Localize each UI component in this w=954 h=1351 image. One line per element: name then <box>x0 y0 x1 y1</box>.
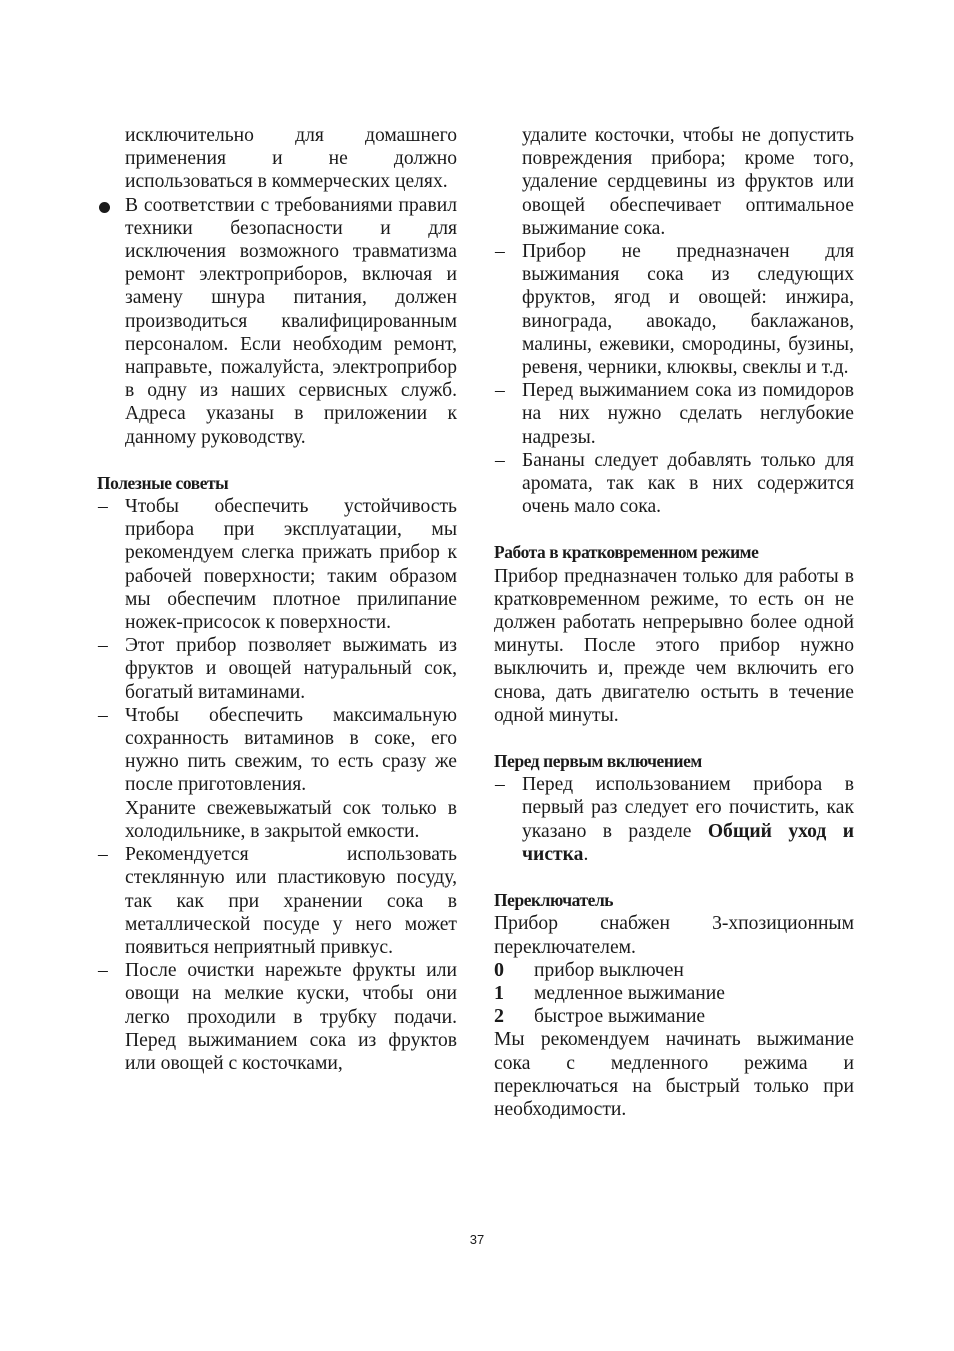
tip-item: – После очистки нарежьте фрукты или овощи на мелкие куски, чтобы они легко проходили в трубку подачи. Перед выжиманием сока из фруктов или овощей с косточками, <box>98 960 457 1074</box>
short-mode-text: Прибор предназначен только для работы в кратковременном режиме, то есть он не должен работать непрерывно более одной минуты. После этого прибор нужно выключить и, прежде чем включить его снова, дать двигателю остыть в течение одной минуты. <box>494 565 854 726</box>
bullet-text: В соответствии с требованиями правил техники безопасности и для исключения возможного травматизма ремонт электроприборов, включая и замену шнура питания, должен производиться квалифицированным персоналом. Если необходим ремонт, направьте, пожалуйста, электроприбор в одну из наших сервисных служб. Адреса указаны в приложении к данному руководству. <box>125 194 457 448</box>
section-title-switch: Переключатель <box>494 890 614 911</box>
bullet-item-safety <box>97 194 457 449</box>
first-use-item: – Перед использованием прибора в первый раз следует его почистить, как указано в разделе Общий уход и чистка. <box>495 774 854 865</box>
tip-item: – Рекомендуется использовать стеклянную или пластиковую посуду, так как при хранении сока в металлической посуде у него может появиться неприятный привкус. <box>98 844 457 958</box>
tip-item: – Чтобы обеспечить устойчивость прибора при эксплуатации, мы рекомендуем слегка прижать прибор к рабочей поверхности; таким образом мы обеспечим плотное прилипание ножек-присосок к поверхности. <box>98 496 457 634</box>
intro-continuation: исключительно для домашнего применения и не должно использоваться в коммерческих целях. <box>125 125 457 193</box>
bullet-dot-icon <box>99 202 110 213</box>
left-column <box>97 124 457 1075</box>
tip-item: – Чтобы обеспечить максимальную сохранность витаминов в соке, его нужно пить свежим, то есть сразу же после приготовления. <box>98 704 457 796</box>
switch-position: 1 медленное выжимание <box>494 981 725 1004</box>
section-title-short-mode: Работа в кратковременном режиме <box>494 542 759 563</box>
tip-item: – Этот прибор позволяет выжимать из фруктов и овощей натуральный сок, богатый витаминами. <box>98 635 457 703</box>
tip-item: – Бананы следует добавлять только для аромата, так как в них содержится очень мало сока. <box>495 449 854 518</box>
switch-position: 0 прибор выключен <box>494 958 684 981</box>
tip-continuation: удалите косточки, чтобы не допустить повреждения прибора; кроме того, удаление сердцевины из фруктов или овощей обеспечивает оптимальное выжимание сока. <box>522 125 854 239</box>
section-reference: Общий уход и чистка <box>522 820 854 865</box>
page-number: 37 <box>469 1232 485 1247</box>
switch-recommendation: Мы рекомендуем начинать выжимание сока с медленного режима и переключаться на быстрый только при необходимости. <box>494 1029 854 1120</box>
tip-item: – Перед выжиманием сока из помидоров на них нужно сделать неглубокие надрезы. <box>495 380 854 448</box>
section-title-tips: Полезные советы <box>97 472 229 493</box>
tip-item-continuation: Храните свежевыжатый сок только в холодильнике, в закрытой емкости. <box>125 797 457 842</box>
switch-position: 2 быстрое выжимание <box>494 1005 706 1028</box>
switch-text: Прибор снабжен 3-хпозиционным переключателем. <box>494 913 854 958</box>
section-title-first-use: Перед первым включением <box>494 751 702 772</box>
right-column <box>494 124 854 1121</box>
tip-item: – Прибор не предназначен для выжимания сока из следующих фруктов, ягод и овощей: инжира, винограда, авокадо, баклажанов, малины, ежевики, смородины, бузины, ревеня, черники, клюквы, свеклы и т.д. <box>495 241 854 379</box>
